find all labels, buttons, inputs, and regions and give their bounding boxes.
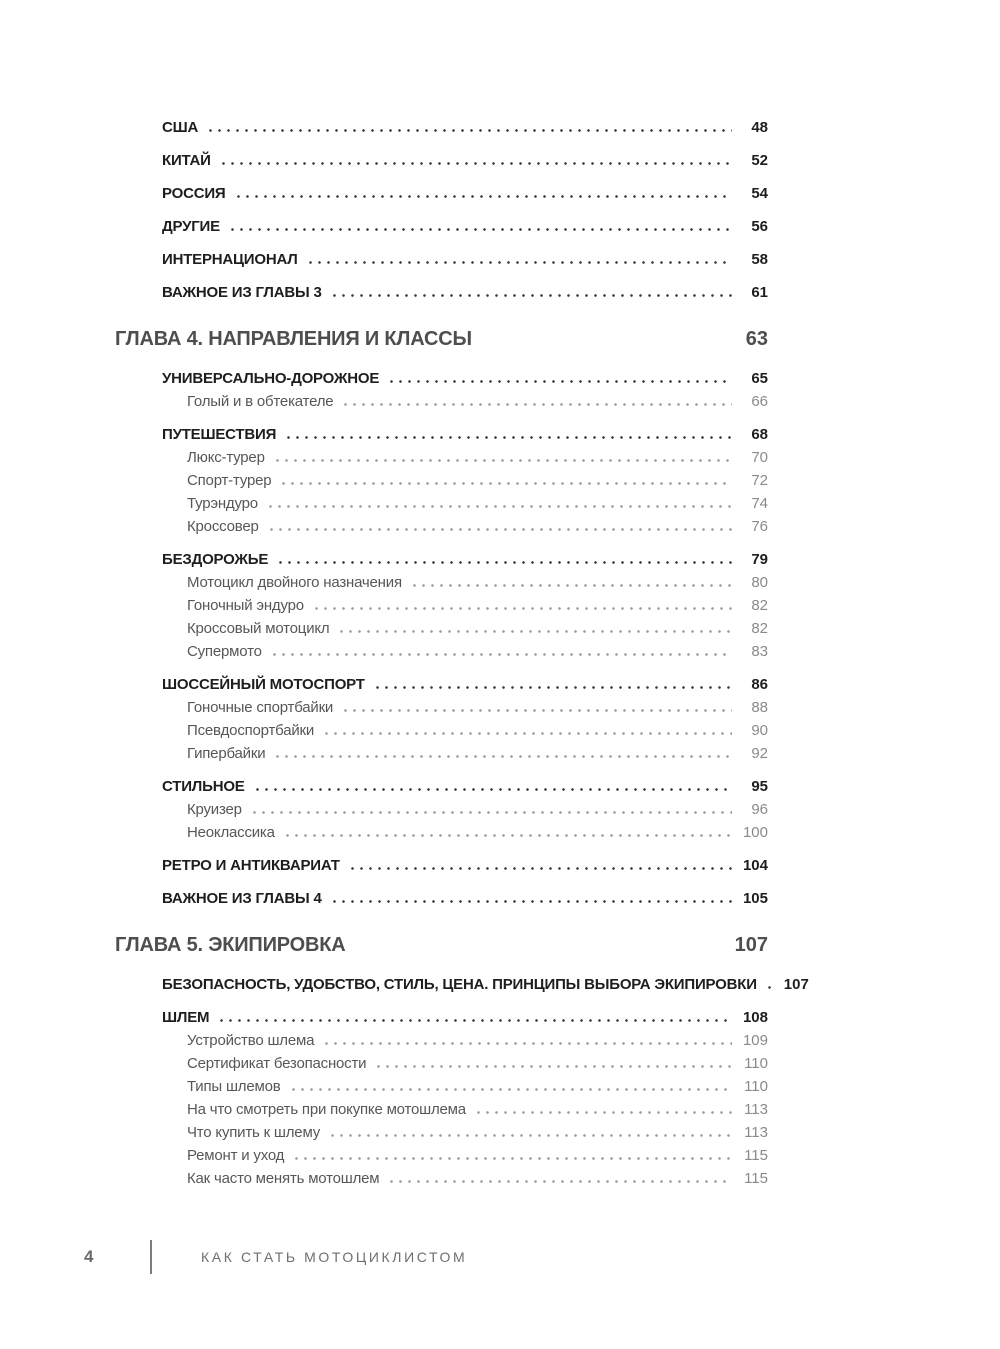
dot-leader xyxy=(765,986,773,989)
toc-entry-row xyxy=(115,795,768,818)
toc-entry-label: УНИВЕРСАЛЬНО-ДОРОЖНОЕ xyxy=(162,370,380,387)
toc-entry-page-number: 54 xyxy=(751,185,768,202)
toc-entry-page-number: 104 xyxy=(742,857,768,874)
dot-leader xyxy=(387,1180,732,1183)
dot-leader xyxy=(253,788,732,791)
toc-entry-row xyxy=(115,512,768,535)
toc-entry-row xyxy=(115,1118,768,1141)
toc-entry-label: На что смотреть при покупке мотошлема xyxy=(187,1101,466,1118)
toc-entry-label: Голый и в обтекателе xyxy=(187,393,334,410)
toc-entry-label: РОССИЯ xyxy=(162,185,226,202)
dot-leader xyxy=(284,436,732,439)
toc-entry-row xyxy=(115,851,768,874)
toc xyxy=(115,103,809,1187)
toc-entry-row xyxy=(115,1141,768,1164)
toc-entry-page-number: 76 xyxy=(751,518,768,535)
toc-entry-label: СТИЛЬНОЕ xyxy=(162,778,245,795)
toc-entry-label: Гипербайки xyxy=(187,745,266,762)
toc-entry-label: Кроссовый мотоцикл xyxy=(187,620,330,637)
toc-entry-label: Супермото xyxy=(187,643,262,660)
toc-entry-row xyxy=(115,212,768,235)
toc-entry-row xyxy=(115,113,768,136)
dot-leader xyxy=(322,1042,732,1045)
toc-entry-row xyxy=(115,489,768,512)
toc-entry-page-number: 79 xyxy=(751,551,768,568)
dot-leader xyxy=(322,732,732,735)
toc-entry-label: Кроссовер xyxy=(187,518,259,535)
toc-entry-page-number: 61 xyxy=(751,284,768,301)
toc-entry-page-number: 56 xyxy=(751,218,768,235)
toc-entry-page-number: 80 xyxy=(751,574,768,591)
toc-entry-page-number: 82 xyxy=(751,620,768,637)
toc-entry-page-number: 90 xyxy=(751,722,768,739)
toc-entry-row xyxy=(115,179,768,202)
chapter-page-number: 63 xyxy=(745,328,768,350)
dot-leader xyxy=(279,482,732,485)
toc-entry-row xyxy=(115,716,768,739)
toc-entry-page-number: 70 xyxy=(751,449,768,466)
toc-entry-row xyxy=(115,387,768,410)
toc-entry-label: Как часто менять мотошлем xyxy=(187,1170,380,1187)
toc-entry-label: Псевдоспортбайки xyxy=(187,722,315,739)
toc-entry-row xyxy=(115,443,768,466)
toc-entry-label: Устройство шлема xyxy=(187,1032,315,1049)
toc-entry-row xyxy=(115,1003,768,1026)
toc-entry-label: ШЛЕМ xyxy=(162,1009,210,1026)
dot-leader xyxy=(328,1134,732,1137)
chapter-heading-label: ГЛАВА 4. НАПРАВЛЕНИЯ И КЛАССЫ xyxy=(115,328,472,350)
toc-entry-page-number: 110 xyxy=(744,1055,768,1072)
dot-leader xyxy=(292,1157,732,1160)
toc-entry-row xyxy=(115,693,768,716)
toc-entry-label: Люкс-турер xyxy=(187,449,265,466)
footer-divider xyxy=(150,1240,152,1274)
toc-entry-label: Мотоцикл двойного назначения xyxy=(187,574,402,591)
toc-entry-page-number: 115 xyxy=(744,1147,768,1164)
toc-entry-row xyxy=(115,818,768,841)
dot-leader xyxy=(474,1111,732,1114)
toc-entry-page-number: 109 xyxy=(742,1032,768,1049)
toc-entry-page-number: 74 xyxy=(751,495,768,512)
toc-entry-page-number: 68 xyxy=(751,426,768,443)
toc-entry-page-number: 66 xyxy=(751,393,768,410)
toc-entry-label: Неоклассика xyxy=(187,824,275,841)
toc-entry-page-number: 86 xyxy=(751,676,768,693)
toc-entry-row xyxy=(115,772,768,795)
toc-entry-row xyxy=(115,364,768,387)
toc-entry-label: Турэндуро xyxy=(187,495,258,512)
dot-leader xyxy=(228,228,732,231)
toc-entry-page-number: 96 xyxy=(751,801,768,818)
toc-entry-label: Типы шлемов xyxy=(187,1078,281,1095)
toc-entry-page-number: 113 xyxy=(744,1124,768,1141)
toc-entry-row xyxy=(115,1049,768,1072)
toc-entry-page-number: 92 xyxy=(751,745,768,762)
toc-entry-row xyxy=(115,970,809,993)
toc-entry-label: ВАЖНОЕ ИЗ ГЛАВЫ 4 xyxy=(162,890,322,907)
toc-entry-label: БЕЗОПАСНОСТЬ, УДОБСТВО, СТИЛЬ, ЦЕНА. ПРИНЦИПЫ ВЫБОРА ЭКИПИРОВКИ xyxy=(162,976,757,993)
toc-entry-page-number: 72 xyxy=(751,472,768,489)
dot-leader xyxy=(374,1065,732,1068)
toc-entry-row xyxy=(115,466,768,489)
chapter-heading-row xyxy=(115,927,768,957)
toc-entry-page-number: 58 xyxy=(751,251,768,268)
dot-leader xyxy=(387,380,732,383)
toc-entry-row xyxy=(115,545,768,568)
dot-leader xyxy=(267,528,732,531)
toc-entry-row xyxy=(115,614,768,637)
toc-entry-label: ИНТЕРНАЦИОНАЛ xyxy=(162,251,298,268)
toc-entry-label: США xyxy=(162,119,199,136)
toc-entry-page-number: 108 xyxy=(742,1009,768,1026)
dot-leader xyxy=(373,686,732,689)
toc-entry-label: ВАЖНОЕ ИЗ ГЛАВЫ 3 xyxy=(162,284,322,301)
toc-entry-page-number: 48 xyxy=(751,119,768,136)
dot-leader xyxy=(330,900,732,903)
dot-leader xyxy=(341,709,732,712)
footer-book-title: КАК СТАТЬ МОТОЦИКЛИСТОМ xyxy=(201,1249,468,1265)
toc-entry-page-number: 52 xyxy=(751,152,768,169)
toc-entry-page-number: 113 xyxy=(744,1101,768,1118)
dot-leader xyxy=(348,867,732,870)
toc-entry-page-number: 95 xyxy=(751,778,768,795)
dot-leader xyxy=(289,1088,732,1091)
toc-entry-label: БЕЗДОРОЖЬЕ xyxy=(162,551,269,568)
toc-entry-page-number: 115 xyxy=(744,1170,768,1187)
toc-entry-label: Спорт-турер xyxy=(187,472,272,489)
toc-entry-row xyxy=(115,884,768,907)
toc-entry-row xyxy=(115,591,768,614)
chapter-heading-label: ГЛАВА 5. ЭКИПИРОВКА xyxy=(115,934,346,956)
dot-leader xyxy=(250,811,732,814)
toc-entry-row xyxy=(115,1026,768,1049)
dot-leader xyxy=(410,584,732,587)
toc-entry-label: КИТАЙ xyxy=(162,152,211,169)
chapter-heading-row xyxy=(115,321,768,351)
toc-entry-row xyxy=(115,739,768,762)
toc-entry-page-number: 110 xyxy=(744,1078,768,1095)
page-footer xyxy=(0,1236,1000,1278)
toc-entry-page-number: 82 xyxy=(751,597,768,614)
toc-entry-label: Гоночный эндуро xyxy=(187,597,304,614)
dot-leader xyxy=(273,755,732,758)
toc-entry-row xyxy=(115,146,768,169)
dot-leader xyxy=(341,403,732,406)
chapter-page-number: 107 xyxy=(734,934,768,956)
toc-entry-row xyxy=(115,1095,768,1118)
toc-entry-page-number: 105 xyxy=(742,890,768,907)
toc-entry-label: Гоночные спортбайки xyxy=(187,699,334,716)
dot-leader xyxy=(234,195,732,198)
footer-page-number: 4 xyxy=(84,1247,94,1266)
dot-leader xyxy=(312,607,732,610)
toc-entry-page-number: 65 xyxy=(751,370,768,387)
toc-entry-row xyxy=(115,278,768,301)
toc-entry-row xyxy=(115,637,768,660)
dot-leader xyxy=(270,653,732,656)
dot-leader xyxy=(219,162,732,165)
dot-leader xyxy=(266,505,732,508)
dot-leader xyxy=(306,261,732,264)
toc-entry-row xyxy=(115,568,768,591)
toc-entry-label: Ремонт и уход xyxy=(187,1147,285,1164)
toc-entry-page-number: 83 xyxy=(751,643,768,660)
toc-entry-label: Сертификат безопасности xyxy=(187,1055,367,1072)
toc-entry-label: ПУТЕШЕСТВИЯ xyxy=(162,426,277,443)
toc-entry-page-number: 100 xyxy=(742,824,768,841)
toc-entry-label: Круизер xyxy=(187,801,242,818)
toc-entry-row xyxy=(115,420,768,443)
toc-entry-label: ДРУГИЕ xyxy=(162,218,220,235)
dot-leader xyxy=(283,834,732,837)
dot-leader xyxy=(337,630,732,633)
dot-leader xyxy=(273,459,732,462)
toc-entry-label: ШОССЕЙНЫЙ МОТОСПОРТ xyxy=(162,676,365,693)
toc-entry-row xyxy=(115,245,768,268)
dot-leader xyxy=(206,129,732,132)
toc-entry-page-number: 107 xyxy=(783,976,809,993)
toc-entry-label: Что купить к шлему xyxy=(187,1124,321,1141)
toc-entry-page-number: 88 xyxy=(751,699,768,716)
toc-entry-row xyxy=(115,670,768,693)
toc-entry-row xyxy=(115,1164,768,1187)
dot-leader xyxy=(276,561,732,564)
dot-leader xyxy=(217,1019,732,1022)
dot-leader xyxy=(330,294,732,297)
toc-entry-label: РЕТРО И АНТИКВАРИАТ xyxy=(162,857,340,874)
toc-entry-row xyxy=(115,1072,768,1095)
